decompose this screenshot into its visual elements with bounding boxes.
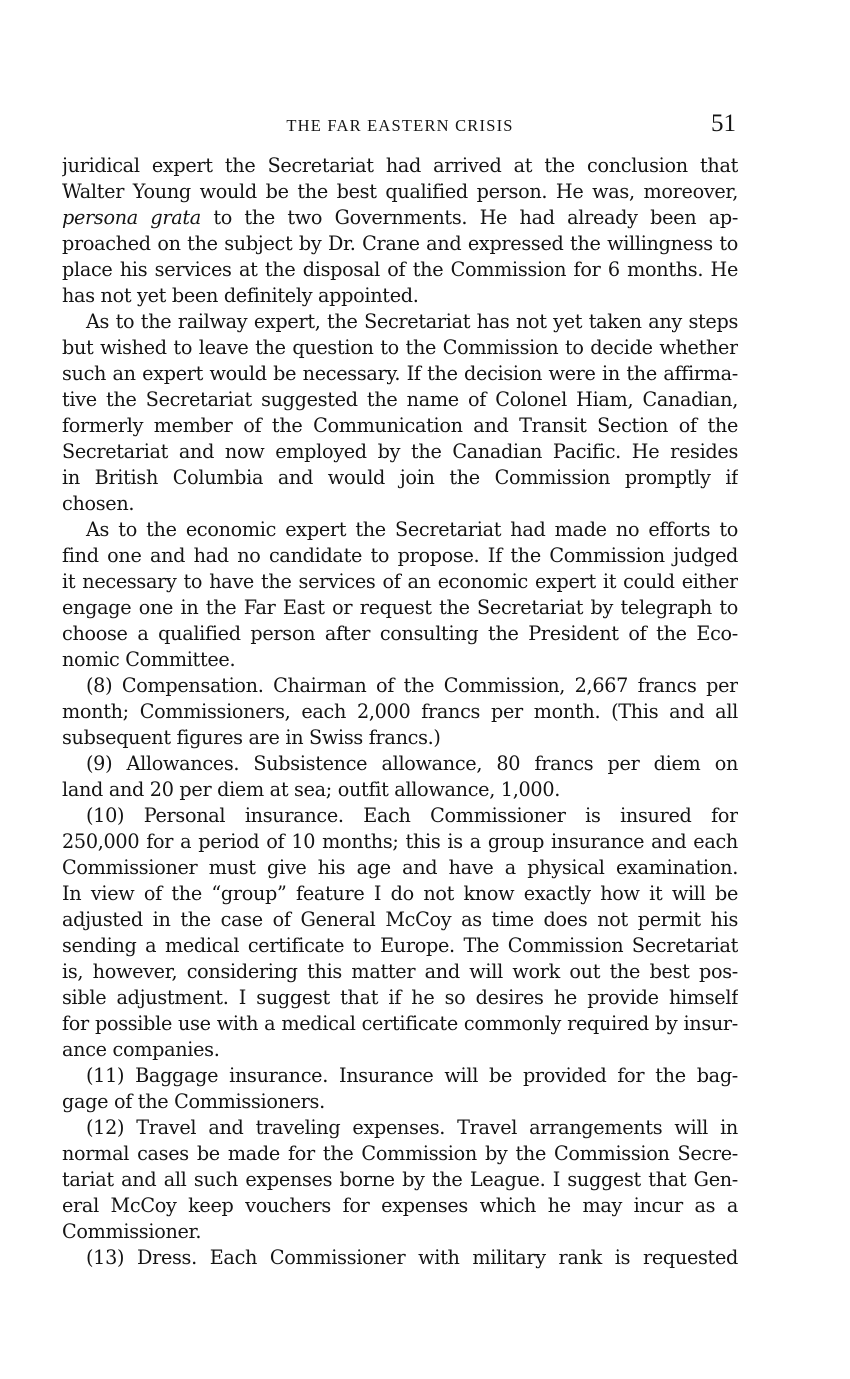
paragraph-railway-expert bbox=[62, 309, 738, 517]
paragraph-baggage-insurance bbox=[62, 1063, 738, 1115]
text-line: such an expert would be necessary. If the decision were in the affirma- bbox=[62, 362, 738, 385]
paragraph-economic-expert bbox=[62, 517, 738, 673]
text-line: (13) Dress. Each Commissioner with military rank is requested bbox=[86, 1246, 738, 1269]
text-line: normal cases be made for the Commission by the Commission Secre- bbox=[62, 1142, 738, 1165]
text-line: (9) Allowances. Subsistence allowance, 80 francs per diem on bbox=[86, 752, 738, 775]
text-line: In view of the “group” feature I do not know exactly how it will be bbox=[62, 882, 738, 905]
text-line: gage of the Commissioners. bbox=[62, 1090, 325, 1113]
text-line: juridical expert the Secretariat had arrived at the conclusion that bbox=[62, 154, 738, 177]
text-line: Secretariat and now employed by the Canadian Pacific. He resides bbox=[62, 440, 738, 463]
text-line: engage one in the Far East or request the Secretariat by telegraph to bbox=[62, 596, 738, 619]
text-line: is, however, considering this matter and will work out the best pos- bbox=[62, 960, 738, 983]
paragraph-travel-expenses bbox=[62, 1115, 738, 1245]
text-line: has not yet been definitely appointed. bbox=[62, 284, 419, 307]
running-head bbox=[62, 110, 738, 140]
text-line: subsequent figures are in Swiss francs.) bbox=[62, 726, 441, 749]
text-line: tariat and all such expenses borne by the League. I suggest that Gen- bbox=[62, 1168, 738, 1191]
paragraph-allowances bbox=[62, 751, 738, 803]
body-text bbox=[62, 153, 738, 1271]
text-line: formerly member of the Communication and Transit Section of the bbox=[62, 414, 738, 437]
text-fragment: to the two Governments. He had already been ap- bbox=[213, 206, 738, 229]
paragraph-legal-expert bbox=[62, 153, 738, 309]
text-line: As to the railway expert, the Secretariat has not yet taken any steps bbox=[86, 310, 738, 333]
text-line: nomic Committee. bbox=[62, 648, 236, 671]
text-line: sending a medical certificate to Europe. The Commission Secretariat bbox=[62, 934, 738, 957]
italic-phrase: persona grata bbox=[62, 206, 201, 229]
paragraph-personal-insurance bbox=[62, 803, 738, 1063]
text-line: (8) Compensation. Chairman of the Commission, 2,667 francs per bbox=[86, 674, 738, 697]
text-line-persona-grata bbox=[62, 205, 738, 231]
text-line: proached on the subject by Dr. Crane and expressed the willingness to bbox=[62, 232, 738, 255]
text-line: (11) Baggage insurance. Insurance will be provided for the bag- bbox=[86, 1064, 738, 1087]
text-line: chosen. bbox=[62, 492, 135, 515]
text-line: month; Commissioners, each 2,000 francs per month. (This and all bbox=[62, 700, 738, 723]
text-line: Commissioner. bbox=[62, 1220, 202, 1243]
paragraph-compensation bbox=[62, 673, 738, 751]
text-line: sible adjustment. I suggest that if he so desires he provide himself bbox=[62, 986, 738, 1009]
text-line: tive the Secretariat suggested the name of Colonel Hiam, Canadian, bbox=[62, 388, 738, 411]
text-line: (12) Travel and traveling expenses. Travel arrangements will in bbox=[86, 1116, 738, 1139]
text-line: Commissioner must give his age and have a physical examination. bbox=[62, 856, 738, 879]
text-line: for possible use with a medical certificate commonly required by insur- bbox=[62, 1012, 738, 1035]
running-title: THE FAR EASTERN CRISIS bbox=[286, 116, 514, 135]
text-line: 250,000 for a period of 10 months; this is a group insurance and each bbox=[62, 830, 738, 853]
text-line: As to the economic expert the Secretariat had made no efforts to bbox=[86, 518, 738, 541]
text-line: eral McCoy keep vouchers for expenses which he may incur as a bbox=[62, 1194, 738, 1217]
text-line: place his services at the disposal of the Commission for 6 months. He bbox=[62, 258, 738, 281]
text-line: Walter Young would be the best qualified person. He was, moreover, bbox=[62, 180, 738, 203]
text-line: (10) Personal insurance. Each Commissioner is insured for bbox=[86, 804, 738, 827]
text-line: choose a qualified person after consulting the President of the Eco- bbox=[62, 622, 738, 645]
text-line: land and 20 per diem at sea; outfit allowance, 1,000. bbox=[62, 778, 561, 801]
text-line: ance companies. bbox=[62, 1038, 220, 1061]
text-line: it necessary to have the services of an economic expert it could either bbox=[62, 570, 738, 593]
page-number: 51 bbox=[711, 110, 736, 137]
text-line: in British Columbia and would join the Commission promptly if bbox=[62, 466, 738, 489]
text-line: but wished to leave the question to the Commission to decide whether bbox=[62, 336, 738, 359]
paragraph-dress bbox=[62, 1245, 738, 1271]
text-line: adjusted in the case of General McCoy as time does not permit his bbox=[62, 908, 738, 931]
text-line: find one and had no candidate to propose. If the Commission judged bbox=[62, 544, 738, 567]
